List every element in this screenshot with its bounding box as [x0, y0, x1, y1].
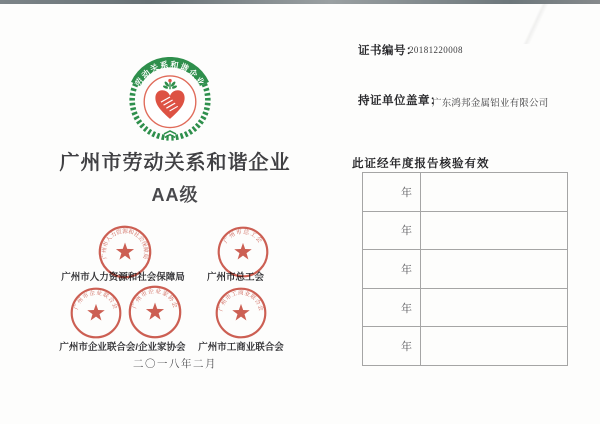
authority-industry-commerce-federation: 广州市工商业联合会: [198, 342, 284, 353]
table-row: [363, 211, 568, 250]
table-row: [363, 288, 568, 327]
paper-crease: [470, 4, 600, 44]
cert-number-value: 20181220008: [409, 45, 463, 55]
seal-trade-union-icon: [216, 225, 270, 279]
annual-verification-table: [362, 172, 568, 366]
holder-seal-label: 持证单位盖章：: [358, 95, 442, 107]
authority-trade-union: 广州市总工会: [206, 272, 264, 283]
seal-hr-bureau-icon: [97, 224, 153, 280]
table-row: [363, 250, 568, 289]
seal-industry-commerce-icon: [214, 286, 268, 340]
year-cell: 年: [363, 250, 421, 289]
table-row: [363, 173, 568, 212]
seal-entrepreneurs-association-icon: [127, 284, 183, 340]
harmonious-labor-emblem-icon: [127, 57, 213, 143]
issue-date: 二〇一八年二月: [133, 358, 217, 370]
table-row: [363, 327, 568, 366]
year-cell: 年: [363, 173, 421, 212]
svg-text:广州市总工会: [222, 227, 265, 244]
verification-blank-cell: [421, 288, 568, 327]
seal-text: 广州市总工会: [223, 229, 263, 245]
certificate-grade: AA级: [151, 185, 199, 205]
authority-enterprise-confederation: 广州市企业联合会/企业家协会: [59, 342, 186, 353]
authority-hr-bureau: 广州市人力资源和社会保障局: [61, 272, 185, 283]
year-cell: 年: [363, 288, 421, 327]
certificate-title: 广州市劳动关系和谐企业: [59, 152, 291, 174]
seal-text: 广州市企业联合会: [73, 290, 119, 311]
verification-blank-cell: [421, 250, 568, 289]
cert-number-label: 证书编号：: [358, 45, 418, 57]
seal-text: 广州市企业家协会: [132, 288, 178, 310]
annual-verification-caption: 此证经年度报告核验有效: [352, 158, 490, 170]
verification-blank-cell: [421, 211, 568, 250]
year-cell: 年: [363, 327, 421, 366]
seal-enterprise-confederation-icon: [69, 286, 123, 340]
verification-blank-cell: [421, 327, 568, 366]
emblem-ring-text: 劳动关系和谐企业: [133, 60, 207, 89]
verification-blank-cell: [421, 173, 568, 212]
seal-text: 广州市人力资源和社会保障局: [101, 228, 149, 260]
holder-company-name: 广东鸿邦金属铝业有限公司: [432, 99, 549, 109]
seal-text: 广州市工商业联合会: [218, 290, 264, 313]
year-cell: 年: [363, 211, 421, 250]
